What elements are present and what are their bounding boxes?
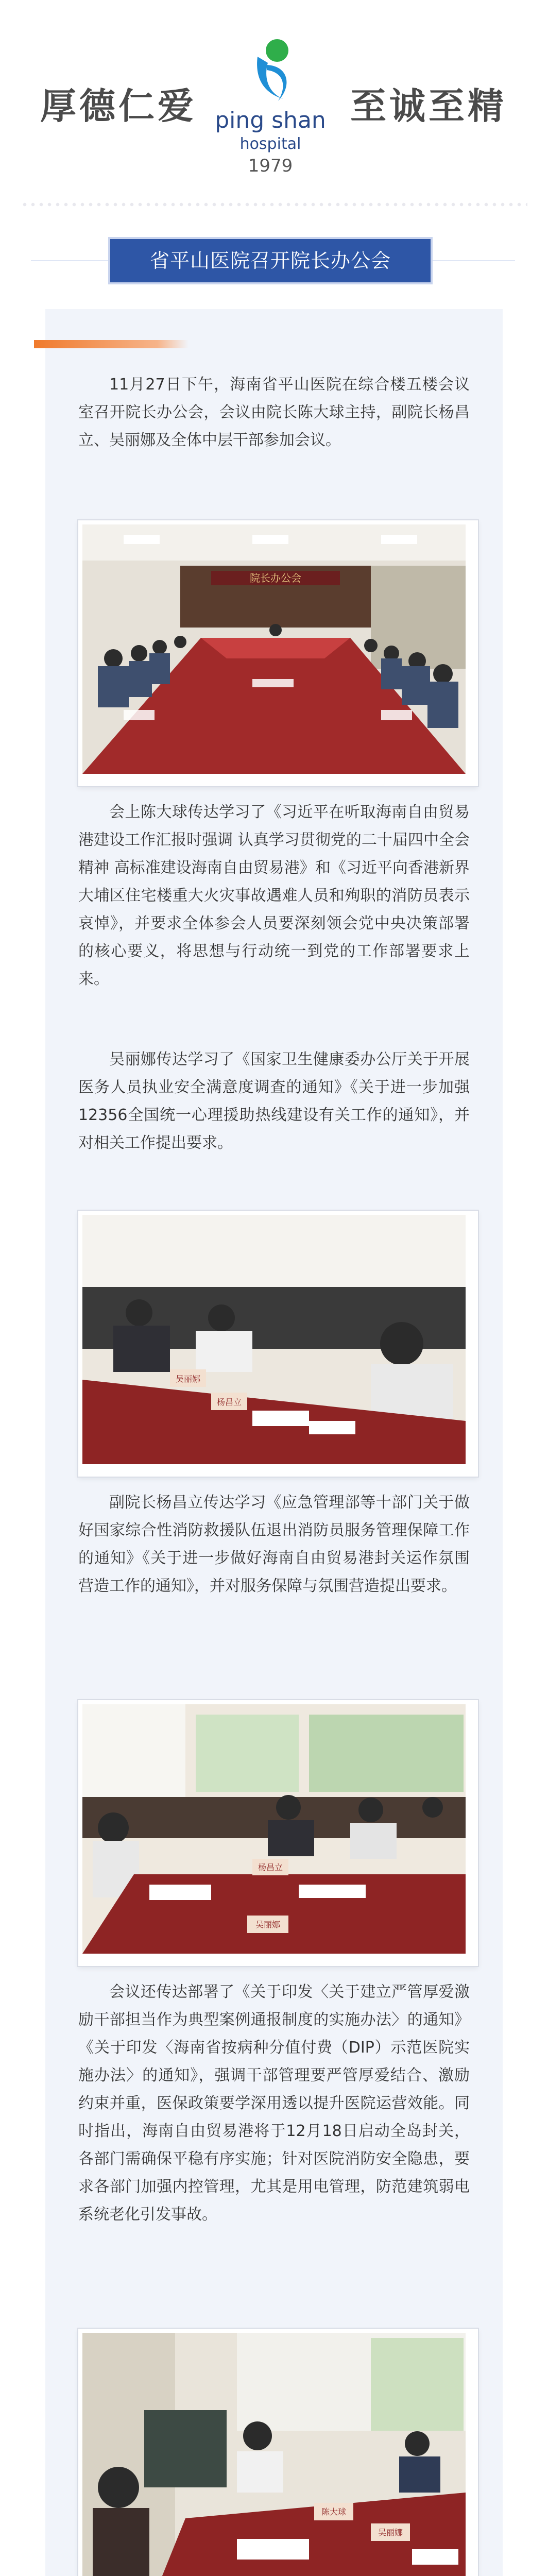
paragraph-4: 副院长杨昌立传达学习《应急管理部等十部门关于做好国家综合性消防救援队伍退出消防员服务管理保障工作的通知》《关于进一步做好海南自由贸易港封关运作氛围营造工作的通知》，并对服务保障与氛围营造提出要求。 <box>78 1494 470 1595</box>
paragraph-5: 会议还传达部署了《关于印发〈关于建立严管厚爱激励干部担当作为典型案例通报制度的实施办法〉的通知》《关于印发〈海南省按病种分值付费（DIP）示范医院实施办法〉的通知》，强调干部管理要严管厚爱结合、激励约束并重，医保政策要学深用透以提升医院运营效能。同时指出，海南自由贸易港将于12月18日启动全岛封关，各部门需确保平稳有序实施；针对医院消防安全隐患，要求各部门加强内控管理，尤其是用电管理，防范建筑弱电系统老化引发事故。 <box>78 1983 470 2224</box>
meeting-photo-2 <box>78 1211 478 1477</box>
meeting-photo-3 <box>78 1700 478 1966</box>
name-card-5: 陈大球 <box>321 2507 347 2517</box>
orange-accent-bar <box>34 340 189 348</box>
speaker-photo <box>82 1215 466 1464</box>
logo-year: 1979 <box>248 156 293 176</box>
title-line-right <box>433 260 515 261</box>
name-card-2: 杨昌立 <box>216 1397 242 1407</box>
paragraph-1: 11月27日下午，海南省平山医院在综合楼五楼会议室召开院长办公会，会议由院长陈大球主持，副院长杨昌立、吴丽娜及全体中层干部参加会议。 <box>78 376 470 449</box>
hospital-logo <box>206 36 335 175</box>
name-card-4: 吴丽娜 <box>255 1920 281 1929</box>
meeting-room-overview-photo <box>82 524 466 774</box>
logo-text: ping shan <box>215 107 326 133</box>
page-header <box>0 0 548 176</box>
meeting-photo-1 <box>78 520 478 786</box>
slogan-right: 至诚至精 <box>350 85 507 127</box>
title-line-left <box>31 260 108 261</box>
paragraph-3: 吴丽娜传达学习了《国家卫生健康委办公厅关于开展医务人员执业安全满意度调查的通知》《关于进一步加强12356全国统一心理援助热线建设有关工作的通知》，并对相关工作提出要求。 <box>78 1050 470 1152</box>
dotted-divider <box>21 202 527 207</box>
paragraph-2: 会上陈大球传达学习了《习近平在听取海南自由贸易港建设工作汇报时强调 认真学习贯彻党的二十届四中全会精神 高标准建设海南自由贸易港》和《习近平向香港新界大埔区住宅楼重大火灾事故遇难人员和殉职的消防员表示哀悼》，并要求全体参会人员要深刻领会党中央决策部署的核心要义，将思想与行动统一到党的工作部署要求上来。 <box>78 803 470 988</box>
director-photo <box>82 2333 466 2576</box>
deputy-director-photo <box>82 1704 466 1954</box>
article-title: 省平山医院召开院长办公会 <box>149 249 391 272</box>
photo-banner-text: 院长办公会 <box>250 572 301 584</box>
slogan-left: 厚德仁爱 <box>40 85 197 127</box>
name-card-3: 杨昌立 <box>258 1862 283 1872</box>
article-title-box <box>108 237 433 284</box>
logo-subtext: hospital <box>239 135 301 153</box>
name-card-1: 吴丽娜 <box>175 1374 201 1384</box>
hospital-logo-icon <box>206 36 335 108</box>
name-card-6: 吴丽娜 <box>378 2528 403 2537</box>
meeting-photo-4 <box>78 2329 478 2576</box>
